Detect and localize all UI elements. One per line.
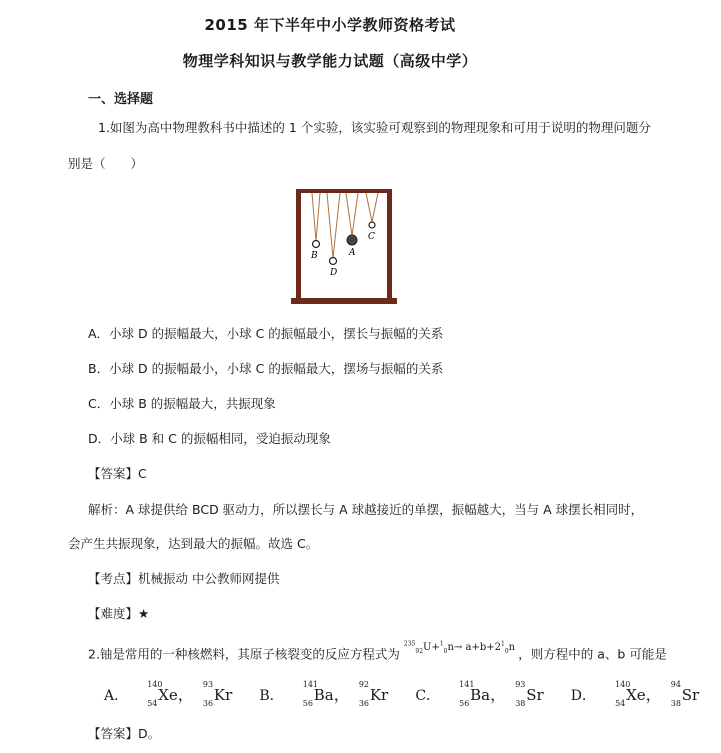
q2-option-b: B． 141 56 Ba， 92 36 Kr — [259, 680, 389, 708]
label-c: C — [368, 232, 375, 242]
nuclide: 141 56 Ba — [459, 680, 491, 708]
fission-equation: 23592U+10n→ a+b+210n — [403, 641, 516, 656]
label-a: A — [349, 248, 356, 258]
nuclide: 92 36 Kr — [358, 680, 389, 708]
ball-d — [330, 258, 337, 265]
q2-stem — [88, 641, 667, 669]
label-b: B — [311, 251, 318, 261]
q1-difficulty: 【难度】★ — [88, 606, 150, 621]
q2-option-d: D． 140 54 Xe， 94 38 Sr — [570, 680, 700, 708]
nuclide: 93 38 Sr — [515, 680, 544, 708]
q1-stem-line2: 别是（ ） — [68, 156, 144, 171]
q1-option-d: D．小球 B 和 C 的振幅相同，受迫振动现象 — [88, 431, 331, 446]
doc-subtitle: 物理学科知识与教学能力试题（高级中学） — [182, 52, 478, 70]
nuclide: 141 56 Ba — [302, 680, 334, 708]
section-heading: 一、选择题 — [88, 92, 154, 107]
q2-option-c: C． 141 56 Ba， 93 38 Sr — [415, 680, 544, 708]
pendulum-figure — [290, 186, 398, 308]
string-d — [327, 193, 340, 258]
q2-answer: 【答案】D。 — [88, 726, 161, 741]
label-d: D — [330, 268, 338, 278]
q1-analysis-line2: 会产生共振现象，达到最大的振幅。故选 C。 — [68, 536, 319, 551]
string-a — [346, 193, 358, 236]
q2-options — [104, 680, 721, 708]
string-c — [366, 193, 378, 222]
q1-answer: 【答案】C — [88, 466, 147, 481]
nuclide: 140 54 Xe — [615, 680, 646, 708]
nuclide: 94 38 Sr — [670, 680, 700, 708]
q1-option-c: C．小球 B 的振幅最大，共振现象 — [88, 396, 276, 411]
frame-top-bar — [296, 189, 392, 193]
q1-analysis-line1: 解析：A 球提供给 BCD 驱动力，所以摆长与 A 球越接近的单摆，振幅越大，当与 A 球摆长相同时， — [88, 502, 644, 517]
nuclide: 140 54 Xe — [147, 680, 178, 708]
frame-right-post — [387, 190, 392, 300]
ball-b — [313, 241, 320, 248]
q1-kaodian: 【考点】机械振动 中公教师网提供 — [88, 571, 280, 586]
string-b — [312, 193, 320, 241]
q1-option-a: A．小球 D 的振幅最大，小球 C 的振幅最小，摆长与振幅的关系 — [88, 326, 444, 341]
q1-stem-line1: 1.如图为高中物理教科书中描述的 1 个实验，该实验可观察到的物理现象和可用于说明的物理问题分 — [98, 120, 651, 135]
ball-c — [369, 222, 375, 228]
nuclide: 93 36 Kr — [202, 680, 233, 708]
doc-title: 2015 年下半年中小学教师资格考试 — [204, 16, 456, 34]
frame-left-post — [296, 190, 301, 300]
q1-option-b: B．小球 D 的振幅最小，小球 C 的振幅最大，摆场与振幅的关系 — [88, 361, 444, 376]
q2-stem-before: 2.铀是常用的一种核燃料，其原子核裂变的反应方程式为 — [88, 646, 400, 662]
q2-option-a: A． 140 54 Xe， 93 36 Kr — [104, 680, 233, 708]
frame-base — [291, 298, 397, 304]
q2-stem-after: ，则方程中的 a、b 可能是 — [518, 646, 667, 662]
ball-a — [347, 235, 357, 245]
